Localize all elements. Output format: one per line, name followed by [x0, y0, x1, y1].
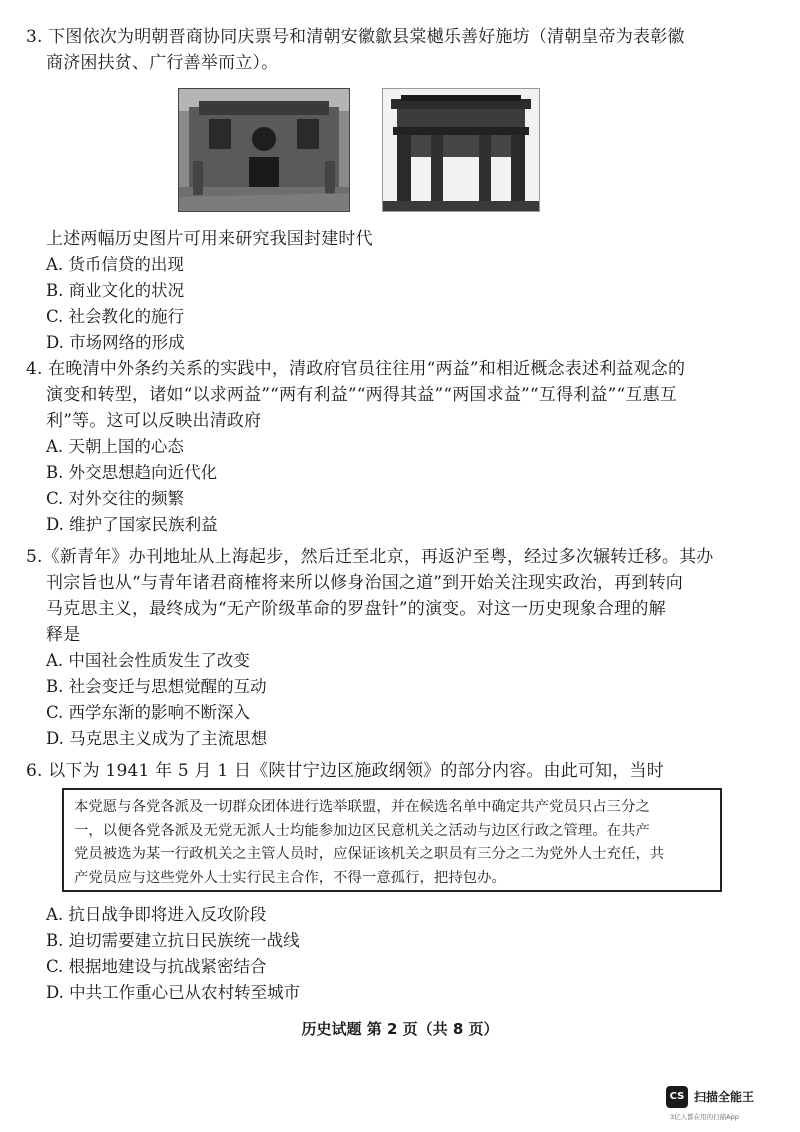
question-5-option-d[interactable]: D. 马克思主义成为了主流思想	[46, 729, 268, 748]
question-4-option-d[interactable]: D. 维护了国家民族利益	[46, 515, 218, 534]
question-6-options	[26, 902, 778, 1006]
question-4-line-2: 演变和转型，诸如“以求两益”“两有利益”“两得其益”“两国求益”“互得利益”“互惠互	[46, 385, 677, 405]
quote-line-4: 产党员应与这些党外人士实行民主合作，不得一意孤行，把持包办。	[74, 869, 506, 886]
memorial-archway-photo	[382, 88, 540, 212]
question-4	[26, 356, 778, 538]
question-6-option-a[interactable]: A. 抗日战争即将进入反攻阶段	[46, 905, 267, 924]
historical-photos	[178, 88, 540, 212]
question-5	[26, 544, 778, 752]
question-3-option-c[interactable]: C. 社会教化的施行	[46, 307, 185, 326]
question-3-line-2: 商济困扶贫、广行善举而立）。	[46, 53, 279, 73]
scanner-app-name: 扫描全能王	[694, 1090, 755, 1104]
piaohao-building-photo	[178, 88, 350, 212]
quote-line-2: 一，以便各党各派及无党无派人士均能参加边区民意机关之活动与边区行政之管理。在共产	[74, 822, 650, 839]
policy-quote-box	[62, 788, 722, 892]
question-3-option-a[interactable]: A. 货币信贷的出现	[46, 255, 184, 274]
question-4-option-b[interactable]: B. 外交思想趋向近代化	[46, 463, 218, 482]
question-6-option-c[interactable]: C. 根据地建设与抗战紧密结合	[46, 957, 267, 976]
question-5-line-2: 刊宗旨也从“与青年诸君商榷将来所以修身治国之道”到开始关注现实政治，再到转向	[46, 573, 683, 593]
question-5-line-3: 马克思主义，最终成为“无产阶级革命的罗盘针”的演变。对这一历史现象合理的解	[46, 599, 666, 619]
question-5-option-b[interactable]: B. 社会变迁与思想觉醒的互动	[46, 677, 267, 696]
quote-line-1: 本党愿与各党各派及一切群众团体进行选举联盟，并在候选名单中确定共产党员只占三分之	[74, 799, 650, 815]
question-6-line-1: 6. 以下为 1941 年 5 月 1 日《陕甘宁边区施政纲领》的部分内容。由此可知，当时	[26, 761, 664, 781]
question-6-option-b[interactable]: B. 迫切需要建立抗日民族统一战线	[46, 931, 300, 950]
question-3-option-d[interactable]: D. 市场网络的形成	[46, 333, 185, 352]
question-6-option-d[interactable]: D. 中共工作重心已从农村转至城市	[46, 983, 301, 1002]
question-3	[26, 24, 778, 76]
question-3-line-1: 3. 下图依次为明朝晋商协同庆票号和清朝安徽歙县棠樾乐善好施坊（清朝皇帝为表彰徽	[26, 27, 685, 47]
scanner-tagline: 3亿人都在用的扫描App	[670, 1113, 739, 1121]
question-4-option-a[interactable]: A. 天朝上国的心态	[46, 437, 184, 456]
question-4-line-1: 4. 在晚清中外条约关系的实践中，清政府官员往往用“两益”和相近概念表述利益观念的	[26, 359, 686, 379]
question-6	[26, 758, 778, 784]
scanner-logo-icon: CS	[666, 1086, 688, 1108]
question-5-option-c[interactable]: C. 西学东渐的影响不断深入	[46, 703, 251, 722]
question-3-option-b[interactable]: B. 商业文化的状况	[46, 281, 185, 300]
scanner-watermark	[666, 1086, 784, 1124]
question-5-line-1: 5.《新青年》办刊地址从上海起步，然后迁至北京，再返沪至粤，经过多次辗转迁移。其办	[26, 547, 714, 567]
question-4-option-c[interactable]: C. 对外交往的频繁	[46, 489, 185, 508]
question-4-line-3: 利”等。这可以反映出清政府	[46, 411, 262, 431]
question-5-line-4: 释是	[46, 625, 81, 645]
question-3-stem: 上述两幅历史图片可用来研究我国封建时代	[46, 229, 373, 249]
page-footer: 历史试题 第 2 页（共 8 页）	[301, 1020, 499, 1038]
question-5-option-a[interactable]: A. 中国社会性质发生了改变	[46, 651, 250, 670]
question-3-continued	[26, 226, 778, 356]
quote-line-3: 党员被选为某一行政机关之主管人员时，应保证该机关之职员有三分之二为党外人士充任，共	[74, 846, 665, 862]
